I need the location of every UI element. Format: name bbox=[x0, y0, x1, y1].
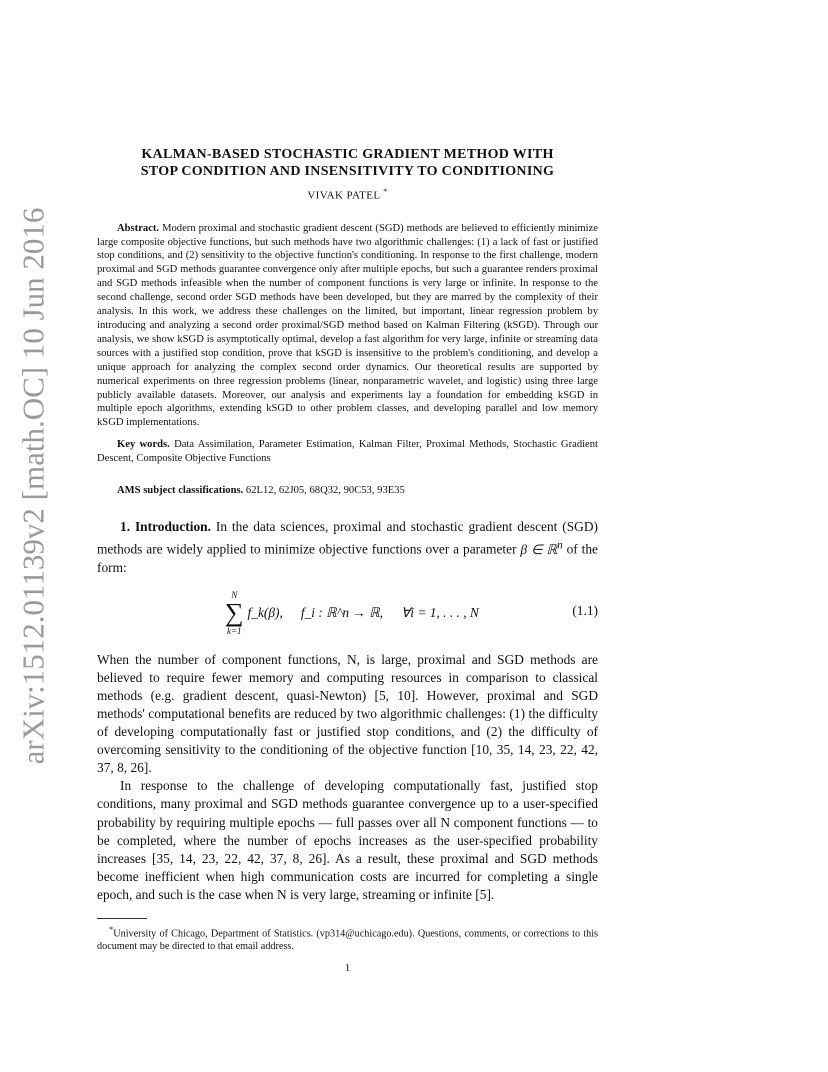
equation-term: f_k(β), bbox=[247, 604, 283, 620]
ams-classifications bbox=[97, 484, 598, 498]
sum-upper-limit: N bbox=[231, 589, 238, 600]
title-line-1: KALMAN-BASED STOCHASTIC GRADIENT METHOD WITH bbox=[141, 147, 554, 162]
ams-text: 62L12, 62J05, 68Q32, 90C53, 93E35 bbox=[245, 485, 405, 497]
ams-label: AMS subject classifications. bbox=[117, 485, 244, 497]
keywords-label: Key words. bbox=[117, 439, 170, 451]
intro-paragraph-3: In response to the challenge of developing computationally fast, justified stop conditions, many proximal and SGD methods guarantee convergence up to a user-specified probability by requiring multiple epochs — full passes over all N component functions — to be completed, where the number of epochs increases as the user-specified probability increases [35, 14, 23, 22, 42, 37, 8, 26]. As a result, these proximal and SGD methods become inefficient when high communication costs are incurred for completing a single epoch, and such is the case when N is very large, streaming or infinite [5]. bbox=[97, 778, 598, 902]
keywords bbox=[97, 438, 598, 466]
author-footnote-mark: * bbox=[383, 187, 388, 196]
introduction-section bbox=[97, 518, 598, 904]
intro-paragraph-1 bbox=[97, 518, 598, 577]
parameter-symbol: β ∈ ℝ$^n$ bbox=[520, 539, 563, 557]
arxiv-side-identifier bbox=[10, 207, 56, 765]
title-line-2: STOP CONDITION AND INSENSITIVITY TO CONDITIONING bbox=[140, 164, 555, 179]
footnote-text: University of Chicago, Department of Statistics. (vp314@uchicago.edu). Questions, comments, or corrections to this document may be directed to that email address. bbox=[97, 928, 598, 953]
footnote-divider bbox=[97, 918, 147, 919]
abstract-text: Modern proximal and stochastic gradient descent (SGD) methods are believed to efficiently minimize large composite objective functions, but such methods have two algorithmic challenges: (1) a lack of fast or justified stop conditions, and (2) sensitivity to the objective function's conditioning. In response to the first challenge, modern proximal and SGD methods guarantee convergence only after multiple epochs, but such a guarantee renders proximal and SGD methods infeasible when the number of component functions is very large or infinite. In response to the second challenge, second order SGD methods have been developed, but they are marred by the complexity of their analysis. In this work, we address these challenges on the limited, but important, linear regression problem by introducing and analyzing a second order proximal/SGD method based on Kalman Filtering (kSGD). Through our analysis, we show kSGD is asymptotically optimal, develop a fast algorithm for very large, infinite or streaming data sources with a justified stop condition, prove that kSGD is insensitive to the problem's conditioning, and develop a unique approach for analyzing the complex second order dynamics. Our theoretical results are supported by numerical experiments on three regression problems (linear, nonparametric wavelet, and logistic) using three large publicly available datasets. Moreover, our analysis and experiments lay a foundation for embedding kSGD in multiple epoch algorithms, extending kSGD to other problem classes, and developing parallel and low memory kSGD implementations. bbox=[97, 222, 598, 429]
abstract-label: Abstract. bbox=[117, 222, 160, 234]
keywords-text: Data Assimilation, Parameter Estimation, Kalman Filter, Proximal Methods, Stochastic Gradient Descent, Composite Objective Functions bbox=[97, 439, 598, 465]
section-heading: 1. Introduction. bbox=[120, 518, 211, 534]
equation-map: f_i : ℝ^n → ℝ, bbox=[300, 604, 384, 620]
intro-paragraph-2: When the number of component functions, N, is large, proximal and SGD methods are believed to require fewer memory and computing resources in comparison to classical methods (e.g. gradient descent, quasi-Newton) [5, 10]. However, proximal and SGD methods' computational benefits are reduced by two algorithmic challenges: (1) the difficulty of developing computationally fast or justified stop conditions, and (2) the difficulty of overcoming sensitivity to the conditioning of the objective function [10, 35, 14, 23, 22, 42, 37, 8, 26]. bbox=[97, 651, 598, 776]
sum-symbol: ∑ bbox=[225, 597, 244, 627]
abstract bbox=[97, 222, 598, 431]
summation bbox=[225, 590, 244, 636]
paper-title bbox=[97, 146, 598, 180]
page-number: 1 bbox=[344, 963, 351, 975]
footnote-mark: * bbox=[109, 924, 114, 935]
footnote bbox=[97, 923, 598, 953]
equation-number: (1.1) bbox=[572, 602, 598, 618]
sum-lower-limit: k=1 bbox=[226, 625, 242, 636]
author-line bbox=[97, 187, 598, 202]
paper-page bbox=[97, 146, 598, 974]
intro-text-a: In the data sciences, proximal and stochastic gradient descent (SGD) methods are widely applied to minimize objective functions over a parameter bbox=[97, 518, 598, 557]
author-name: VIVAK PATEL bbox=[307, 189, 381, 202]
equation-body bbox=[225, 583, 479, 643]
equation-1-1 bbox=[97, 583, 598, 643]
intro-text-b: of the form: bbox=[97, 541, 598, 575]
equation-forall: ∀i = 1, . . . , N bbox=[401, 604, 479, 620]
arxiv-id-text: arXiv:1512.01139v2 [math.OC] 10 Jun 2016 bbox=[15, 207, 50, 765]
